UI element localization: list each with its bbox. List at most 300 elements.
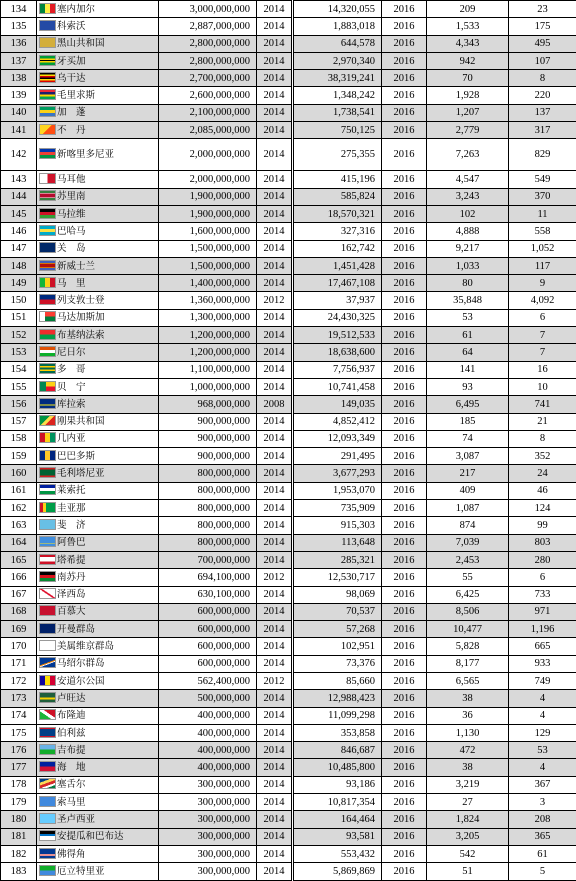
population-year-cell: 2016 [382, 586, 427, 603]
rank-cell: 164 [1, 534, 37, 551]
flag-icon [39, 554, 56, 565]
country-cell [37, 18, 159, 35]
population-cell: 37,937 [293, 292, 382, 309]
value-year-cell: 2014 [257, 378, 293, 395]
value-year-cell: 2014 [257, 122, 293, 139]
population-year-cell: 2016 [382, 465, 427, 482]
country-cell [37, 327, 159, 344]
flag-icon [39, 848, 56, 859]
country-cell [37, 309, 159, 326]
value-year-cell: 2014 [257, 638, 293, 655]
population-cell: 24,430,325 [293, 309, 382, 326]
value-cell: 900,000,000 [159, 448, 257, 465]
table-row [1, 655, 576, 672]
country-cell [37, 292, 159, 309]
rank-cell: 137 [1, 52, 37, 69]
country-name: 塔希提 [57, 555, 86, 566]
country-cell [37, 122, 159, 139]
value-cell: 2,100,000,000 [159, 104, 257, 121]
value-cell: 1,900,000,000 [159, 188, 257, 205]
flag-icon [39, 37, 56, 48]
population-year-cell: 2016 [382, 672, 427, 689]
country-name: 索马里 [57, 797, 86, 808]
per-capita-alt-cell: 208 [509, 811, 576, 828]
population-year-cell: 2016 [382, 171, 427, 188]
country-name: 苏里南 [57, 191, 86, 202]
table-row [1, 828, 576, 845]
rank-cell: 162 [1, 500, 37, 517]
rank-cell: 138 [1, 70, 37, 87]
country-cell [37, 448, 159, 465]
country-cell [37, 569, 159, 586]
rank-cell: 176 [1, 742, 37, 759]
population-year-cell: 2016 [382, 603, 427, 620]
population-cell: 149,035 [293, 396, 382, 413]
value-year-cell: 2014 [257, 724, 293, 741]
per-capita-cell: 7,263 [427, 139, 509, 171]
per-capita-alt-cell: 4 [509, 759, 576, 776]
value-cell: 2,800,000,000 [159, 35, 257, 52]
flag-icon [39, 727, 56, 738]
per-capita-cell: 1,207 [427, 104, 509, 121]
country-name: 马耳他 [57, 174, 86, 185]
country-cell [37, 759, 159, 776]
value-cell: 400,000,000 [159, 742, 257, 759]
table-row [1, 396, 576, 413]
rank-cell: 153 [1, 344, 37, 361]
per-capita-alt-cell: 7 [509, 344, 576, 361]
table-row [1, 707, 576, 724]
per-capita-cell: 3,219 [427, 776, 509, 793]
country-cell [37, 500, 159, 517]
country-name: 布隆迪 [57, 710, 86, 721]
table-row [1, 1, 576, 18]
population-cell: 73,376 [293, 655, 382, 672]
flag-icon [39, 675, 56, 686]
value-cell: 600,000,000 [159, 638, 257, 655]
country-cell [37, 396, 159, 413]
rank-cell: 173 [1, 690, 37, 707]
rank-cell: 151 [1, 309, 37, 326]
country-name: 尼日尔 [57, 347, 86, 358]
rank-cell: 161 [1, 482, 37, 499]
country-name: 马拉维 [57, 209, 86, 220]
value-year-cell: 2014 [257, 171, 293, 188]
per-capita-alt-cell: 8 [509, 70, 576, 87]
population-cell: 7,756,937 [293, 361, 382, 378]
population-year-cell: 2016 [382, 35, 427, 52]
value-cell: 968,000,000 [159, 396, 257, 413]
value-year-cell: 2014 [257, 465, 293, 482]
population-cell: 735,909 [293, 500, 382, 517]
value-cell: 800,000,000 [159, 482, 257, 499]
value-year-cell: 2012 [257, 672, 293, 689]
population-cell: 644,578 [293, 35, 382, 52]
population-year-cell: 2016 [382, 361, 427, 378]
population-cell: 113,648 [293, 534, 382, 551]
per-capita-cell: 3,087 [427, 448, 509, 465]
flag-icon [39, 20, 56, 31]
rank-cell: 158 [1, 430, 37, 447]
flag-icon [39, 72, 56, 83]
table-row [1, 517, 576, 534]
population-year-cell: 2016 [382, 482, 427, 499]
population-year-cell: 2016 [382, 378, 427, 395]
table-row [1, 500, 576, 517]
per-capita-cell: 542 [427, 845, 509, 862]
table-row [1, 223, 576, 240]
per-capita-cell: 3,243 [427, 188, 509, 205]
value-year-cell: 2014 [257, 309, 293, 326]
per-capita-alt-cell: 9 [509, 275, 576, 292]
value-cell: 630,100,000 [159, 586, 257, 603]
population-year-cell: 2016 [382, 569, 427, 586]
value-cell: 600,000,000 [159, 603, 257, 620]
population-year-cell: 2016 [382, 104, 427, 121]
country-name: 多 哥 [57, 364, 86, 375]
per-capita-cell: 8,177 [427, 655, 509, 672]
population-year-cell: 2016 [382, 500, 427, 517]
value-year-cell: 2014 [257, 87, 293, 104]
per-capita-cell: 209 [427, 1, 509, 18]
country-cell [37, 361, 159, 378]
table-row [1, 672, 576, 689]
rank-cell: 180 [1, 811, 37, 828]
value-cell: 500,000,000 [159, 690, 257, 707]
per-capita-alt-cell: 16 [509, 361, 576, 378]
rank-cell: 155 [1, 378, 37, 395]
population-year-cell: 2016 [382, 223, 427, 240]
value-cell: 1,400,000,000 [159, 275, 257, 292]
table-row [1, 621, 576, 638]
value-year-cell: 2014 [257, 1, 293, 18]
population-year-cell: 2016 [382, 638, 427, 655]
per-capita-alt-cell: 280 [509, 551, 576, 568]
population-year-cell: 2016 [382, 188, 427, 205]
rank-cell: 148 [1, 257, 37, 274]
table-row [1, 569, 576, 586]
country-name: 百慕大 [57, 606, 86, 617]
country-name: 圭亚那 [57, 503, 86, 514]
population-cell: 846,687 [293, 742, 382, 759]
rank-cell: 159 [1, 448, 37, 465]
flag-icon [39, 450, 56, 461]
value-cell: 1,500,000,000 [159, 240, 257, 257]
flag-icon [39, 363, 56, 374]
rank-cell: 170 [1, 638, 37, 655]
country-name: 海 地 [57, 762, 86, 773]
value-year-cell: 2014 [257, 257, 293, 274]
country-name: 新威士兰 [57, 261, 95, 272]
rank-cell: 139 [1, 87, 37, 104]
rank-cell: 134 [1, 1, 37, 18]
value-cell: 1,500,000,000 [159, 257, 257, 274]
population-cell: 14,320,055 [293, 1, 382, 18]
per-capita-cell: 9,217 [427, 240, 509, 257]
value-cell: 2,000,000,000 [159, 139, 257, 171]
per-capita-alt-cell: 365 [509, 828, 576, 845]
flag-icon [39, 865, 56, 876]
population-year-cell: 2016 [382, 292, 427, 309]
value-year-cell: 2014 [257, 275, 293, 292]
table-row [1, 122, 576, 139]
country-name: 列支敦士登 [57, 295, 105, 306]
value-year-cell: 2014 [257, 448, 293, 465]
country-name: 乌干达 [57, 73, 86, 84]
country-cell [37, 707, 159, 724]
table-row [1, 309, 576, 326]
flag-icon [39, 208, 56, 219]
per-capita-alt-cell: 1,052 [509, 240, 576, 257]
population-cell: 164,464 [293, 811, 382, 828]
country-cell [37, 672, 159, 689]
per-capita-cell: 1,033 [427, 257, 509, 274]
per-capita-cell: 64 [427, 344, 509, 361]
country-name: 关 岛 [57, 243, 86, 254]
value-cell: 300,000,000 [159, 794, 257, 811]
per-capita-cell: 51 [427, 863, 509, 880]
country-cell [37, 275, 159, 292]
table-row [1, 811, 576, 828]
rank-cell: 157 [1, 413, 37, 430]
country-cell [37, 223, 159, 240]
rank-cell: 168 [1, 603, 37, 620]
value-year-cell: 2014 [257, 70, 293, 87]
per-capita-cell: 4,888 [427, 223, 509, 240]
value-year-cell: 2014 [257, 104, 293, 121]
population-cell: 750,125 [293, 122, 382, 139]
country-name: 库拉索 [57, 399, 86, 410]
country-name: 毛里求斯 [57, 90, 95, 101]
per-capita-alt-cell: 11 [509, 205, 576, 222]
table-row [1, 863, 576, 880]
per-capita-cell: 55 [427, 569, 509, 586]
flag-icon [39, 796, 56, 807]
country-name: 安道尔公国 [57, 676, 105, 687]
per-capita-alt-cell: 4,092 [509, 292, 576, 309]
country-cell [37, 603, 159, 620]
country-cell [37, 811, 159, 828]
population-year-cell: 2016 [382, 344, 427, 361]
country-cell [37, 52, 159, 69]
country-cell [37, 104, 159, 121]
rank-cell: 147 [1, 240, 37, 257]
table-row [1, 759, 576, 776]
population-year-cell: 2016 [382, 87, 427, 104]
value-year-cell: 2014 [257, 863, 293, 880]
flag-icon [39, 381, 56, 392]
table-row [1, 482, 576, 499]
country-cell [37, 205, 159, 222]
rank-cell: 179 [1, 794, 37, 811]
per-capita-alt-cell: 4 [509, 707, 576, 724]
value-year-cell: 2012 [257, 569, 293, 586]
per-capita-cell: 141 [427, 361, 509, 378]
population-cell: 10,485,800 [293, 759, 382, 776]
value-year-cell: 2014 [257, 327, 293, 344]
value-cell: 562,400,000 [159, 672, 257, 689]
population-cell: 17,467,108 [293, 275, 382, 292]
per-capita-cell: 472 [427, 742, 509, 759]
per-capita-cell: 5,828 [427, 638, 509, 655]
rank-cell: 182 [1, 845, 37, 862]
rank-cell: 156 [1, 396, 37, 413]
value-cell: 1,100,000,000 [159, 361, 257, 378]
country-name: 几内亚 [57, 433, 86, 444]
table-row [1, 35, 576, 52]
rank-cell: 136 [1, 35, 37, 52]
value-cell: 800,000,000 [159, 465, 257, 482]
value-year-cell: 2014 [257, 845, 293, 862]
flag-icon [39, 277, 56, 288]
table-row [1, 586, 576, 603]
country-cell [37, 465, 159, 482]
country-cell [37, 551, 159, 568]
rank-cell: 166 [1, 569, 37, 586]
population-year-cell: 2016 [382, 52, 427, 69]
population-year-cell: 2016 [382, 811, 427, 828]
population-cell: 1,348,242 [293, 87, 382, 104]
per-capita-cell: 1,533 [427, 18, 509, 35]
flag-icon [39, 89, 56, 100]
country-name: 伯利兹 [57, 728, 86, 739]
per-capita-cell: 38 [427, 759, 509, 776]
value-cell: 2,700,000,000 [159, 70, 257, 87]
per-capita-cell: 3,205 [427, 828, 509, 845]
table-row [1, 845, 576, 862]
per-capita-alt-cell: 129 [509, 724, 576, 741]
flag-icon [39, 484, 56, 495]
country-cell [37, 828, 159, 845]
country-cell [37, 482, 159, 499]
value-year-cell: 2014 [257, 344, 293, 361]
value-year-cell: 2014 [257, 205, 293, 222]
value-year-cell: 2014 [257, 586, 293, 603]
population-year-cell: 2016 [382, 794, 427, 811]
value-cell: 800,000,000 [159, 534, 257, 551]
per-capita-cell: 6,425 [427, 586, 509, 603]
per-capita-cell: 8,506 [427, 603, 509, 620]
country-cell [37, 655, 159, 672]
value-cell: 300,000,000 [159, 811, 257, 828]
value-year-cell: 2014 [257, 139, 293, 171]
country-name: 牙买加 [57, 56, 86, 67]
value-cell: 694,100,000 [159, 569, 257, 586]
flag-icon [39, 260, 56, 271]
population-cell: 93,581 [293, 828, 382, 845]
value-year-cell: 2008 [257, 396, 293, 413]
per-capita-alt-cell: 46 [509, 482, 576, 499]
per-capita-cell: 4,343 [427, 35, 509, 52]
population-year-cell: 2016 [382, 413, 427, 430]
per-capita-alt-cell: 53 [509, 742, 576, 759]
flag-icon [39, 55, 56, 66]
flag-icon [39, 830, 56, 841]
flag-icon [39, 744, 56, 755]
country-name: 巴巴多斯 [57, 451, 95, 462]
per-capita-alt-cell: 10 [509, 378, 576, 395]
population-year-cell: 2016 [382, 690, 427, 707]
country-cell [37, 240, 159, 257]
per-capita-cell: 942 [427, 52, 509, 69]
population-year-cell: 2016 [382, 327, 427, 344]
per-capita-alt-cell: 803 [509, 534, 576, 551]
table-row [1, 70, 576, 87]
value-year-cell: 2014 [257, 551, 293, 568]
population-cell: 1,883,018 [293, 18, 382, 35]
country-name: 马绍尔群岛 [57, 658, 105, 669]
per-capita-cell: 7,039 [427, 534, 509, 551]
per-capita-cell: 1,824 [427, 811, 509, 828]
table-row [1, 603, 576, 620]
value-cell: 1,000,000,000 [159, 378, 257, 395]
population-cell: 12,093,349 [293, 430, 382, 447]
table-row [1, 534, 576, 551]
country-cell [37, 87, 159, 104]
value-year-cell: 2014 [257, 240, 293, 257]
country-cell [37, 1, 159, 18]
flag-icon [39, 346, 56, 357]
population-cell: 1,953,070 [293, 482, 382, 499]
rank-cell: 140 [1, 104, 37, 121]
population-cell: 1,451,428 [293, 257, 382, 274]
country-cell [37, 35, 159, 52]
flag-icon [39, 225, 56, 236]
table-row [1, 638, 576, 655]
population-year-cell: 2016 [382, 1, 427, 18]
per-capita-alt-cell: 5 [509, 863, 576, 880]
table-row [1, 327, 576, 344]
country-name: 吉布提 [57, 745, 86, 756]
table-row [1, 794, 576, 811]
value-cell: 600,000,000 [159, 621, 257, 638]
value-cell: 2,887,000,000 [159, 18, 257, 35]
rank-cell: 181 [1, 828, 37, 845]
country-cell [37, 430, 159, 447]
country-name: 泽西岛 [57, 589, 86, 600]
population-cell: 18,638,600 [293, 344, 382, 361]
per-capita-alt-cell: 7 [509, 327, 576, 344]
flag-icon [39, 761, 56, 772]
table-row [1, 205, 576, 222]
value-cell: 300,000,000 [159, 863, 257, 880]
table-row [1, 448, 576, 465]
per-capita-cell: 6,565 [427, 672, 509, 689]
flag-icon [39, 432, 56, 443]
per-capita-cell: 27 [427, 794, 509, 811]
value-cell: 600,000,000 [159, 655, 257, 672]
population-year-cell: 2016 [382, 863, 427, 880]
country-cell [37, 534, 159, 551]
country-cell [37, 742, 159, 759]
per-capita-alt-cell: 829 [509, 139, 576, 171]
rank-cell: 149 [1, 275, 37, 292]
flag-icon [39, 536, 56, 547]
population-cell: 327,316 [293, 223, 382, 240]
population-year-cell: 2016 [382, 724, 427, 741]
flag-icon [39, 502, 56, 513]
per-capita-alt-cell: 1,196 [509, 621, 576, 638]
table-row [1, 430, 576, 447]
country-cell [37, 845, 159, 862]
value-cell: 300,000,000 [159, 828, 257, 845]
population-cell: 915,303 [293, 517, 382, 534]
value-cell: 800,000,000 [159, 517, 257, 534]
country-name: 巴哈马 [57, 226, 86, 237]
country-name: 黑山共和国 [57, 38, 105, 49]
table-row [1, 344, 576, 361]
population-year-cell: 2016 [382, 240, 427, 257]
